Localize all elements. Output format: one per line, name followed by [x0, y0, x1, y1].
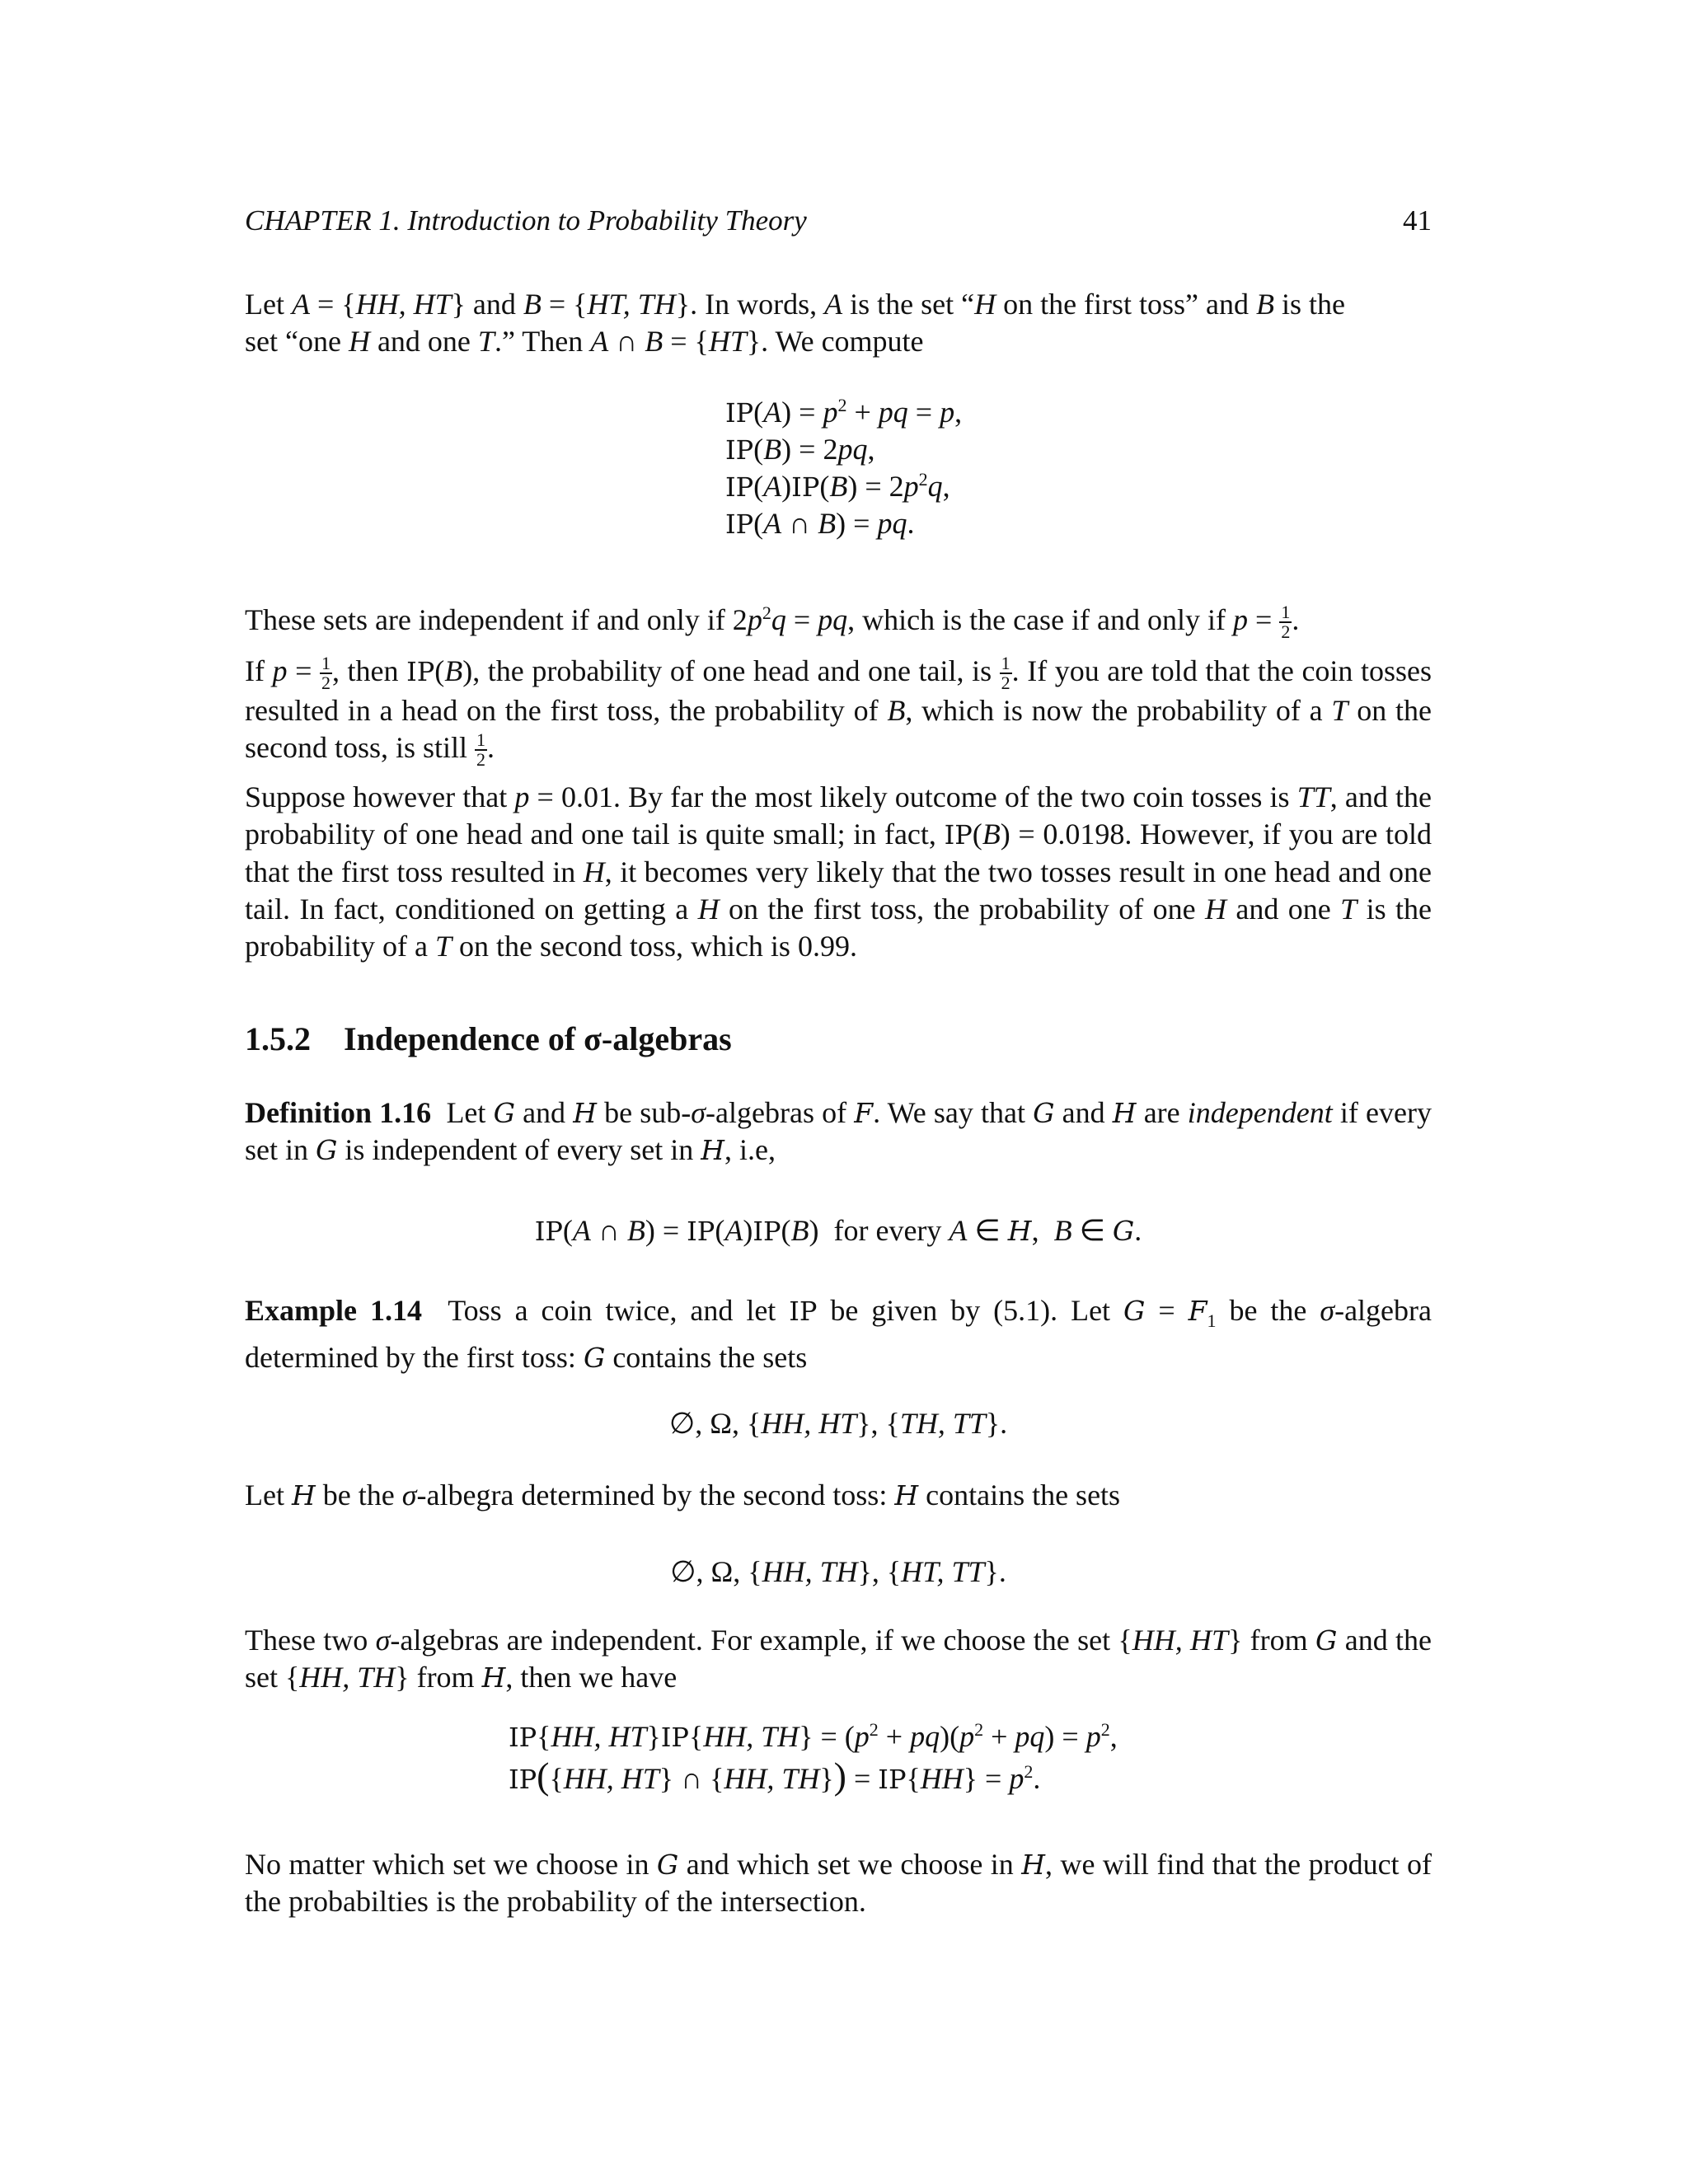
definition-1-16: Definition 1.16 Let G and H be sub-σ-algebras of F. We say that G and H are independent if every set in G is independent of every set in H, i.e,	[245, 1096, 1432, 1166]
definition-equation: IP(A ∩ B) = IP(A)IP(B) for every A ∈ H, B ∈ G.	[534, 1214, 1142, 1247]
paragraph-conclusion: No matter which set we choose in G and which set we choose in H, we will find that the product of the probabilties is the probability of the intersection.	[245, 1848, 1432, 1918]
equation-line: IP{HH, HT}IP{HH, $TH\} = (p^2 + pq)(p^2 + pq) = p^2$,	[509, 1719, 1118, 1753]
paragraph-sets-definition	[245, 286, 1432, 360]
running-header	[245, 202, 1432, 239]
section-number: 1.5.2	[245, 1020, 311, 1057]
equation-line: $IP(A)IP(B) = 2p^2q$,	[725, 469, 950, 503]
paragraph-independence-condition: These sets are independent if and only if $2p^2q$ = pq, which is the case if and only if p = $\frac{1}{2}$ .	[245, 602, 1300, 642]
example-label: Example 1.14	[245, 1294, 422, 1327]
paragraph-small-p-example: Suppose however that p = 0.01. By far the most likely outcome of the two coin tosses is TT, and the probability of one head and one tail is quite small; in fact, IP(B) = 0.0198. However, if you are told that the first toss resulted in H, it becomes very likely that the two tosses result in one head and one tail. In fact, conditioned on getting a H on the first toss, the probability of one H and one T is the probability of a T on the second toss, which is 0.99.	[245, 780, 1432, 963]
page-number: 41	[1403, 204, 1432, 237]
fraction-one-half: $\frac{1}{2}$	[321, 653, 331, 693]
paragraph-half-probability: If p = $\frac{1}{2}$ , then IP(B), the probability of one head and one tail, is $\frac{1}{2}$ . If you are told that the coin tosses resulted in a head on the first toss, the probability of B, which is now the probability of a T on the second toss, is still $\frac{1}{2}$ .	[245, 653, 1432, 770]
equation-line: IP({HH, HT} ∩ {HH, $TH\}) = IP\{HH\} = p^2$.	[509, 1755, 1041, 1797]
section-title: Independence of σ-algebras	[344, 1020, 732, 1057]
paragraph-second-sigma-algebra: Let H be the σ-albegra determined by the second toss: H contains the sets	[245, 1479, 1121, 1511]
equation-line: $IP(A) = p^2$ + pq = p,	[725, 395, 963, 429]
set-list-first-toss: ∅, Ω, {HH, HT}, {TH, TT}.	[668, 1407, 1008, 1440]
equation-block-product	[509, 1718, 1118, 1797]
paragraph-line: set “one H and one T.” Then A ∩ B = {HT}. We compute	[245, 325, 924, 358]
equation-block-probabilities	[725, 394, 962, 542]
fraction-one-half: $\frac{1}{2}$	[476, 729, 486, 770]
fraction-one-half: $\frac{1}{2}$	[1001, 653, 1010, 693]
example-1-14: Example 1.14 Toss a coin twice, and let IP be given by (5.1). Let $G = F_1$ be the σ-algebra determined by the first toss: G contains the sets	[245, 1294, 1432, 1375]
section-heading	[245, 1020, 732, 1057]
chapter-title: CHAPTER 1. Introduction to Probability Theory	[245, 204, 807, 237]
equation-line: IP(B) = 2pq,	[725, 433, 875, 466]
fraction-one-half: $\frac{1}{2}$	[1281, 602, 1291, 642]
set-list-second-toss: ∅, Ω, {HH, TH}, {HT, TT}.	[670, 1555, 1006, 1588]
paragraph-line: Let A = {HH, HT} and B = {HT, TH}. In words, A is the set “H on the first toss” and B is the	[245, 288, 1346, 321]
equation-line: IP(A ∩ B) = pq.	[725, 507, 915, 540]
paragraph-independent-example: These two σ-algebras are independent. For example, if we choose the set {HH, HT} from G and the set {HH, TH} from H, then we have	[245, 1624, 1432, 1694]
definition-label: Definition 1.16	[245, 1096, 432, 1129]
